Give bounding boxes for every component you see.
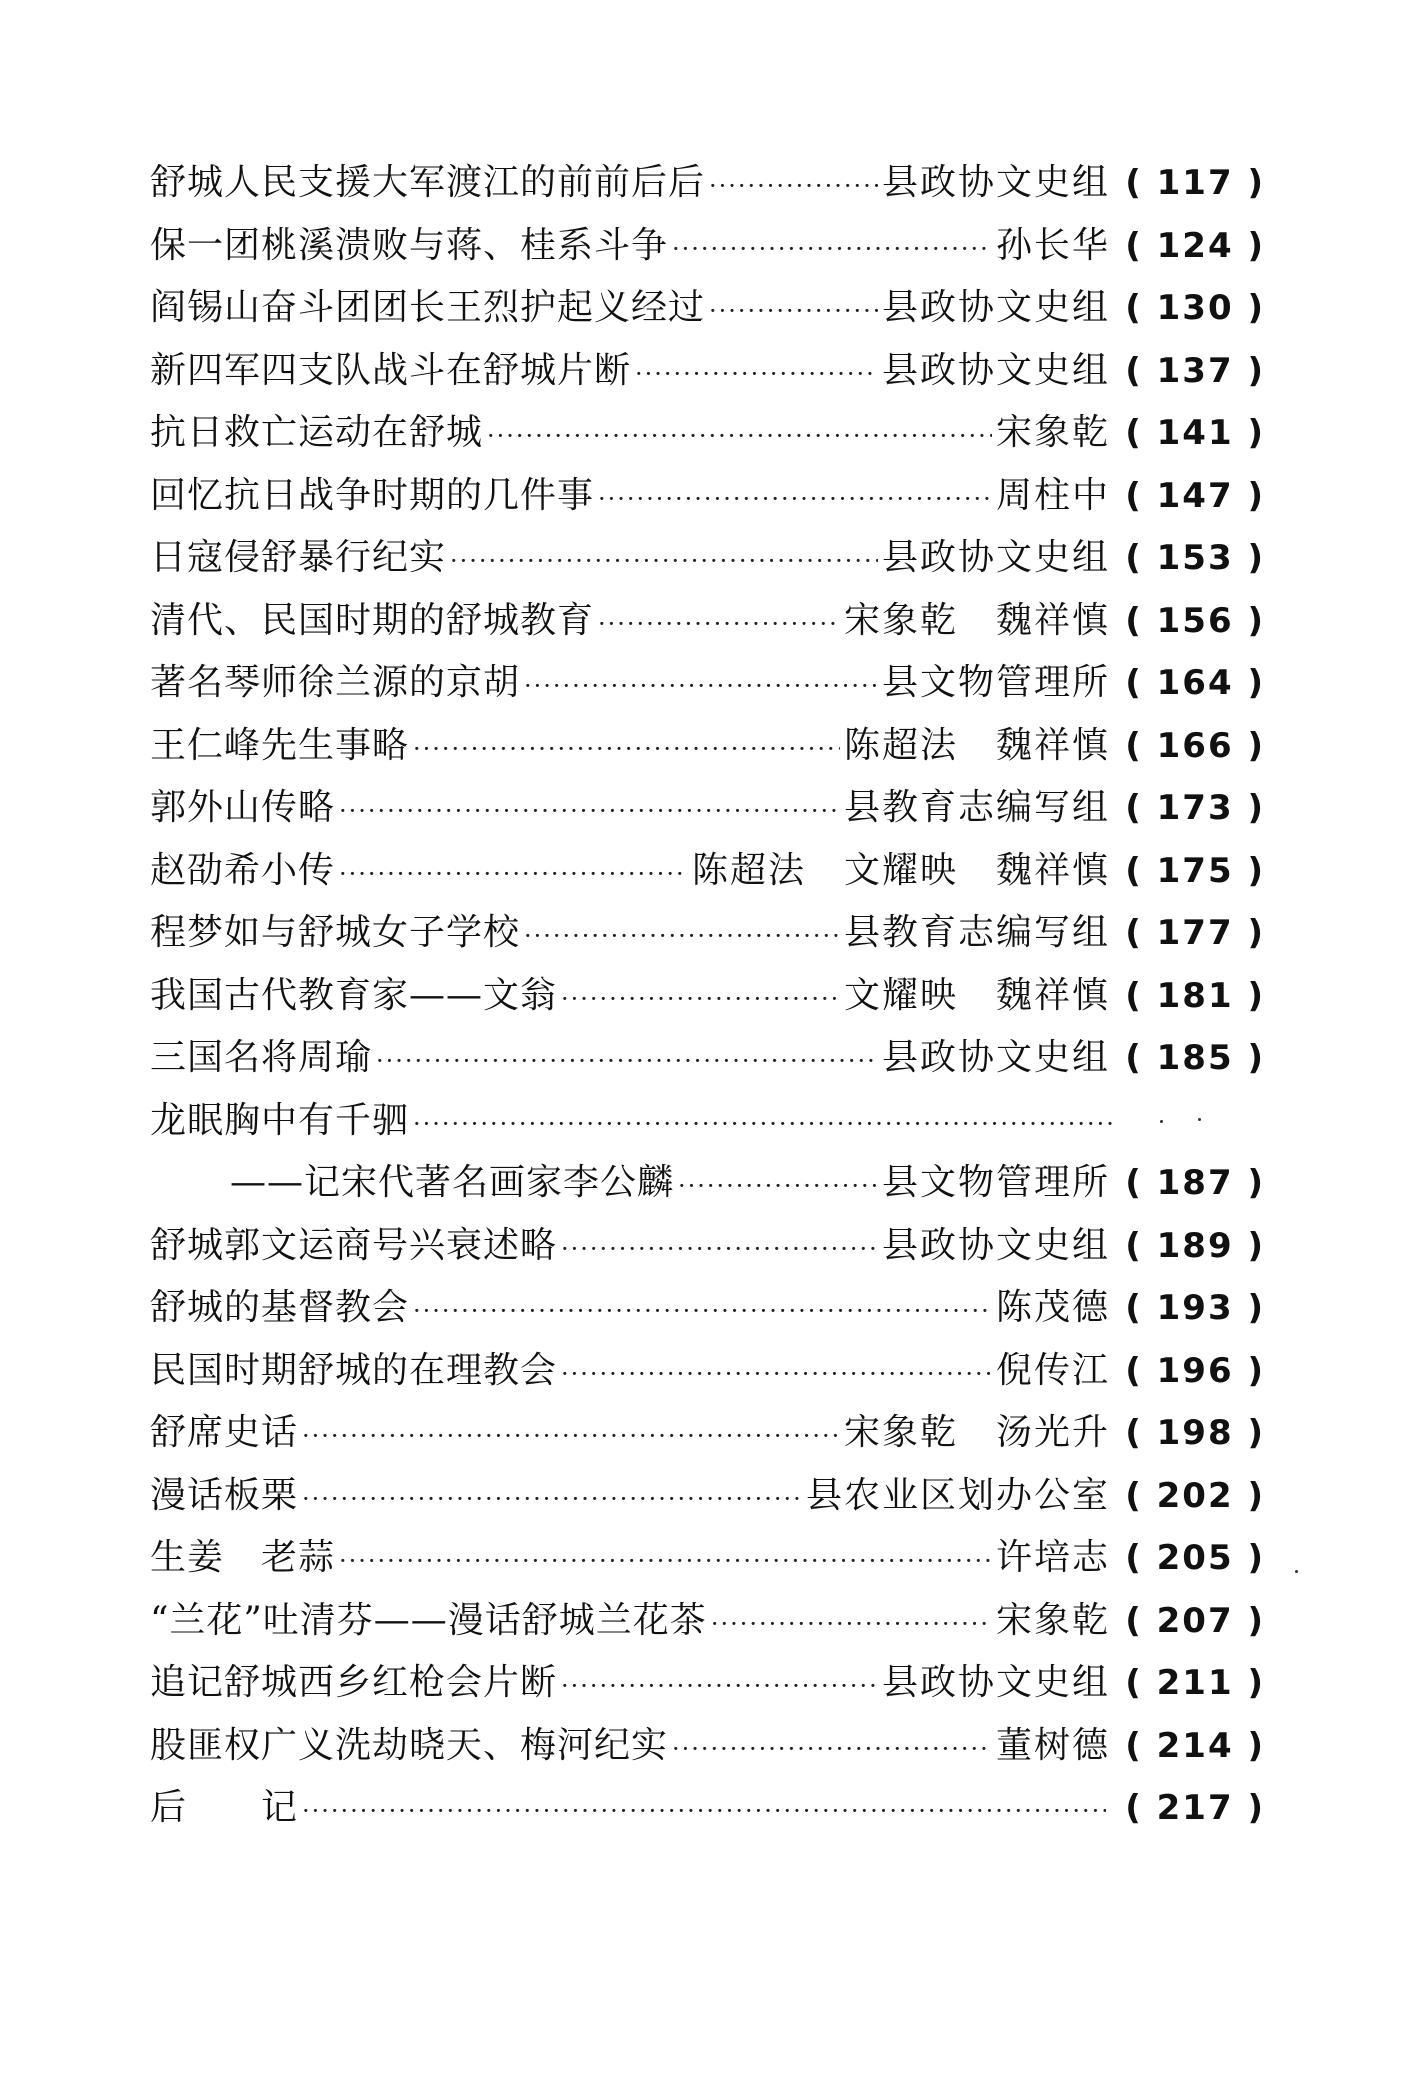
entry-author: 县政协文史组 (881, 1037, 1110, 1078)
entry-author: 宋象乾 汤光升 (843, 1412, 1110, 1453)
entry-title: 郭外山传略 (150, 787, 336, 828)
toc-entry (150, 1402, 1265, 1465)
entry-title: 阎锡山奋斗团团长王烈护起义经过 (150, 287, 706, 328)
toc-entry (150, 902, 1265, 965)
dot-leader (302, 1780, 1106, 1843)
toc-entry (150, 340, 1265, 403)
entry-page: ( 187 ) (1125, 1163, 1265, 1203)
entry-author: 周柱中 (995, 474, 1110, 516)
toc-entry (150, 652, 1265, 715)
toc-entry (150, 1527, 1265, 1590)
toc-entry (150, 590, 1265, 653)
toc-entry (150, 465, 1265, 528)
toc-entry (150, 152, 1265, 215)
entry-title: 著名琴师徐兰源的京胡 (150, 662, 521, 703)
entry-author: 县政协文史组 (881, 349, 1110, 391)
dot-leader (678, 1155, 878, 1218)
dot-leader (711, 1593, 992, 1656)
entry-page: ( 214 ) (1125, 1725, 1265, 1766)
entry-page: ( 205 ) (1125, 1538, 1265, 1578)
entry-page: ( 198 ) (1125, 1413, 1265, 1453)
toc-entry (150, 777, 1265, 840)
entry-page: ( 117 ) (1125, 163, 1265, 203)
entry-title: 赵劭希小传 (150, 849, 336, 891)
dot-leader (561, 968, 840, 1031)
entry-page: ( 196 ) (1125, 1350, 1265, 1391)
entry-subtitle: ——记宋代著名画家李公麟 (230, 1162, 675, 1203)
dot-leader (598, 468, 992, 531)
entry-title: 王仁峰先生事略 (150, 724, 410, 766)
entry-author: 县政协文史组 (881, 287, 1110, 328)
entry-title: 舒城的基督教会 (150, 1287, 410, 1328)
entry-page: ( 177 ) (1125, 913, 1265, 953)
entry-page: ( 207 ) (1125, 1600, 1265, 1641)
dot-leader (561, 1655, 878, 1718)
entry-author: 县农业区划办公室 (805, 1474, 1110, 1516)
entry-author: 陈超法 文耀映 魏祥慎 (691, 849, 1110, 891)
entry-page: ( 175 ) (1125, 850, 1265, 891)
entry-title: 新四军四支队战斗在舒城片断 (150, 349, 632, 391)
entry-title: 舒城人民支援大军渡江的前前后后 (150, 162, 706, 203)
toc-entry (150, 527, 1265, 590)
scan-speck (1295, 1570, 1298, 1573)
dot-leader (339, 780, 840, 843)
entry-page: ( 181 ) (1125, 975, 1265, 1016)
entry-page: ( 185 ) (1125, 1038, 1265, 1078)
dot-leader (598, 593, 840, 656)
dot-leader (635, 343, 878, 406)
entry-author: 陈茂德 (995, 1287, 1110, 1328)
dot-leader (524, 905, 840, 968)
entry-title: 保一团桃溪溃败与蒋、桂系斗争 (150, 224, 669, 266)
toc-entry (150, 1215, 1265, 1278)
toc-entry (150, 1027, 1265, 1090)
dot-leader (413, 1280, 992, 1343)
entry-author: 县政协文史组 (881, 162, 1110, 203)
dot-leader (339, 1530, 992, 1593)
entry-page: ( 164 ) (1125, 663, 1265, 703)
entry-title: 清代、民国时期的舒城教育 (150, 599, 595, 641)
entry-page: ( 166 ) (1125, 725, 1265, 766)
dot-leader (339, 843, 688, 906)
entry-page: ( 156 ) (1125, 600, 1265, 641)
entry-page: ( 202 ) (1125, 1475, 1265, 1516)
toc-entry (150, 1340, 1265, 1403)
entry-page: ( 124 ) (1125, 225, 1265, 266)
dot-leader (672, 218, 992, 281)
dot-leader (487, 405, 992, 468)
entry-author: 董树德 (995, 1724, 1110, 1766)
entry-page: ( 211 ) (1125, 1663, 1265, 1703)
toc-entry (150, 1152, 1265, 1215)
toc-entry (150, 715, 1265, 778)
dot-leader (561, 1218, 878, 1281)
dot-leader (524, 655, 878, 718)
scan-speck (1160, 1120, 1163, 1123)
entry-title: 后 记 (150, 1787, 299, 1828)
entry-author: 县政协文史组 (881, 1662, 1110, 1703)
toc-entry (150, 1777, 1265, 1840)
toc-entry (150, 965, 1265, 1028)
entry-author: 倪传江 (995, 1349, 1110, 1391)
entry-author: 县文物管理所 (881, 1162, 1110, 1203)
entry-title: 股匪权广义洗劫晓天、梅河纪实 (150, 1724, 669, 1766)
entry-page: ( 193 ) (1125, 1288, 1265, 1328)
dot-leader (561, 1343, 992, 1406)
entry-page: ( 173 ) (1125, 788, 1265, 828)
toc-entry (150, 277, 1265, 340)
entry-title: 漫话板栗 (150, 1474, 299, 1516)
entry-title: 民国时期舒城的在理教会 (150, 1349, 558, 1391)
entry-title: “兰花”吐清芬——漫话舒城兰花茶 (150, 1599, 707, 1641)
entry-title: 我国古代教育家——文翁 (150, 974, 558, 1016)
entry-title: 追记舒城西乡红枪会片断 (150, 1662, 558, 1703)
entry-page: ( 141 ) (1125, 413, 1265, 453)
toc-entry (150, 1590, 1265, 1653)
entry-title: 回忆抗日战争时期的几件事 (150, 474, 595, 516)
entry-title: 舒城郭文运商号兴衰述略 (150, 1224, 558, 1266)
entry-author: 县政协文史组 (881, 1224, 1110, 1266)
dot-leader (709, 280, 878, 343)
entry-author: 县文物管理所 (881, 662, 1110, 703)
entry-page: ( 153 ) (1125, 538, 1265, 578)
dot-leader (302, 1405, 840, 1468)
entry-author: 县政协文史组 (881, 537, 1110, 578)
entry-page: ( 189 ) (1125, 1225, 1265, 1266)
entry-page: ( 130 ) (1125, 288, 1265, 328)
entry-author: 县教育志编写组 (843, 912, 1110, 953)
entry-author: 宋象乾 魏祥慎 (843, 599, 1110, 641)
toc-entry (150, 1652, 1265, 1715)
entry-author: 宋象乾 (995, 1599, 1110, 1641)
entry-author: 陈超法 魏祥慎 (843, 724, 1110, 766)
entry-page: ( 137 ) (1125, 350, 1265, 391)
toc-entry (150, 1277, 1265, 1340)
entry-author: 孙长华 (995, 224, 1110, 266)
entry-page: ( 217 ) (1125, 1788, 1265, 1828)
dot-leader (672, 1718, 992, 1781)
toc-entry (150, 1465, 1265, 1528)
toc-entry (150, 215, 1265, 278)
entry-author: 县教育志编写组 (843, 787, 1110, 828)
entry-title: 抗日救亡运动在舒城 (150, 412, 484, 453)
scan-speck (1198, 1118, 1201, 1121)
dot-leader (302, 1468, 802, 1531)
table-of-contents (150, 152, 1265, 1840)
entry-author: 许培志 (995, 1537, 1110, 1578)
entry-title: 龙眠胸中有千驷 (150, 1099, 410, 1141)
entry-author: 宋象乾 (995, 412, 1110, 453)
dot-leader (450, 530, 878, 593)
toc-entry (150, 1715, 1265, 1778)
entry-title: 舒席史话 (150, 1412, 299, 1453)
entry-author: 文耀映 魏祥慎 (843, 974, 1110, 1016)
entry-title: 程梦如与舒城女子学校 (150, 912, 521, 953)
entry-title: 三国名将周瑜 (150, 1037, 373, 1078)
dot-leader (709, 155, 878, 218)
entry-page: ( 147 ) (1125, 475, 1265, 516)
toc-entry (150, 1090, 1265, 1153)
dot-leader (413, 1093, 1113, 1156)
dot-leader (413, 718, 840, 781)
entry-title: 生姜 老蒜 (150, 1537, 336, 1578)
toc-entry (150, 402, 1265, 465)
dot-leader (376, 1030, 878, 1093)
toc-entry (150, 840, 1265, 903)
entry-title: 日寇侵舒暴行纪实 (150, 537, 447, 578)
